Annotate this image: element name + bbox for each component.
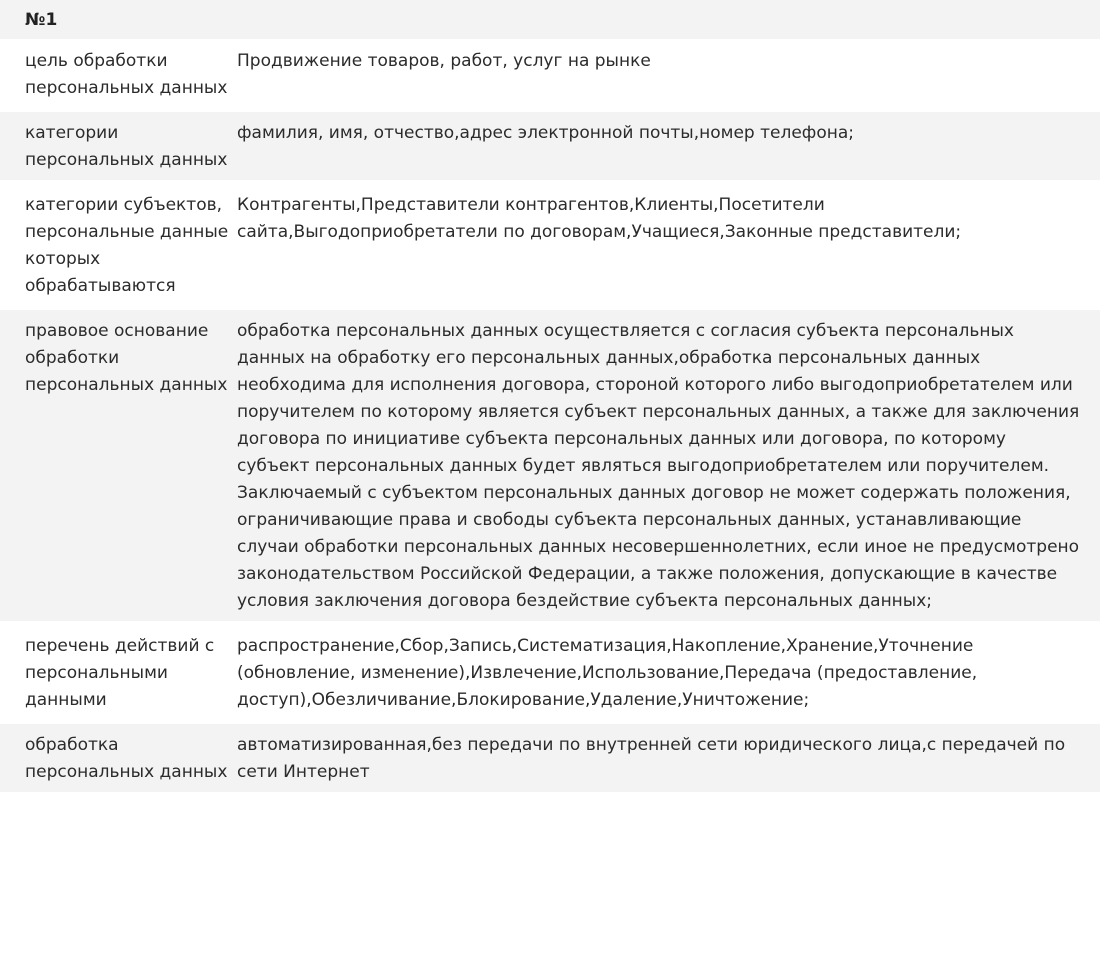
table-row-actions-list xyxy=(0,625,1100,724)
row-label: обработка персональных данных xyxy=(0,724,237,796)
row-value: Продвижение товаров, работ, услуг на рынке xyxy=(237,40,1100,112)
row-label: правовое основание обработки персональных данных xyxy=(0,310,237,625)
row-label: перечень действий с персональными данными xyxy=(0,625,237,724)
section-number: №1 xyxy=(25,10,58,30)
row-label: категории субъектов, персональные данные которых обрабатываются xyxy=(0,184,237,310)
row-label: категории персональных данных xyxy=(0,112,237,184)
table-row-subject-categories xyxy=(0,184,1100,310)
row-value: распространение,Сбор,Запись,Систематизация,Накопление,Хранение,Уточнение (обновление, изменение),Извлечение,Использование,Передача (предоставление, доступ),Обезличивание,Блокирование,Удаление,Уничтожение; xyxy=(237,625,1100,724)
table-row-data-categories xyxy=(0,112,1100,184)
table-row-processing-type xyxy=(0,724,1100,796)
row-value: Контрагенты,Представители контрагентов,Клиенты,Посетители сайта,Выгодоприобретатели по договорам,Учащиеся,Законные представители; xyxy=(237,184,1100,310)
row-value: фамилия, имя, отчество,адрес электронной почты,номер телефона; xyxy=(237,112,1100,184)
table-row-legal-basis xyxy=(0,310,1100,625)
table-header xyxy=(0,0,1100,40)
row-value: обработка персональных данных осуществляется с согласия субъекта персональных данных на обработку его персональных данных,обработка персональных данных необходима для исполнения договора, стороной которого либо выгодоприобретателем или поручителем по которому является субъект персональных данных, а также для заключения договора по инициативе субъекта персональных данных или договора, по которому субъект персональных данных будет являться выгодоприобретателем или поручителем. Заключаемый с субъектом персональных данных договор не может содержать положения, ограничивающие права и свободы субъекта персональных данных, устанавливающие случаи обработки персональных данных несовершеннолетних, если иное не предусмотрено законодательством Российской Федерации, а также положения, допускающие в качестве условия заключения договора бездействие субъекта персональных данных; xyxy=(237,310,1100,625)
row-value: автоматизированная,без передачи по внутренней сети юридического лица,с передачей по сети Интернет xyxy=(237,724,1100,796)
table-row-purpose xyxy=(0,40,1100,112)
personal-data-table xyxy=(0,40,1100,796)
row-label: цель обработки персональных данных xyxy=(0,40,237,112)
